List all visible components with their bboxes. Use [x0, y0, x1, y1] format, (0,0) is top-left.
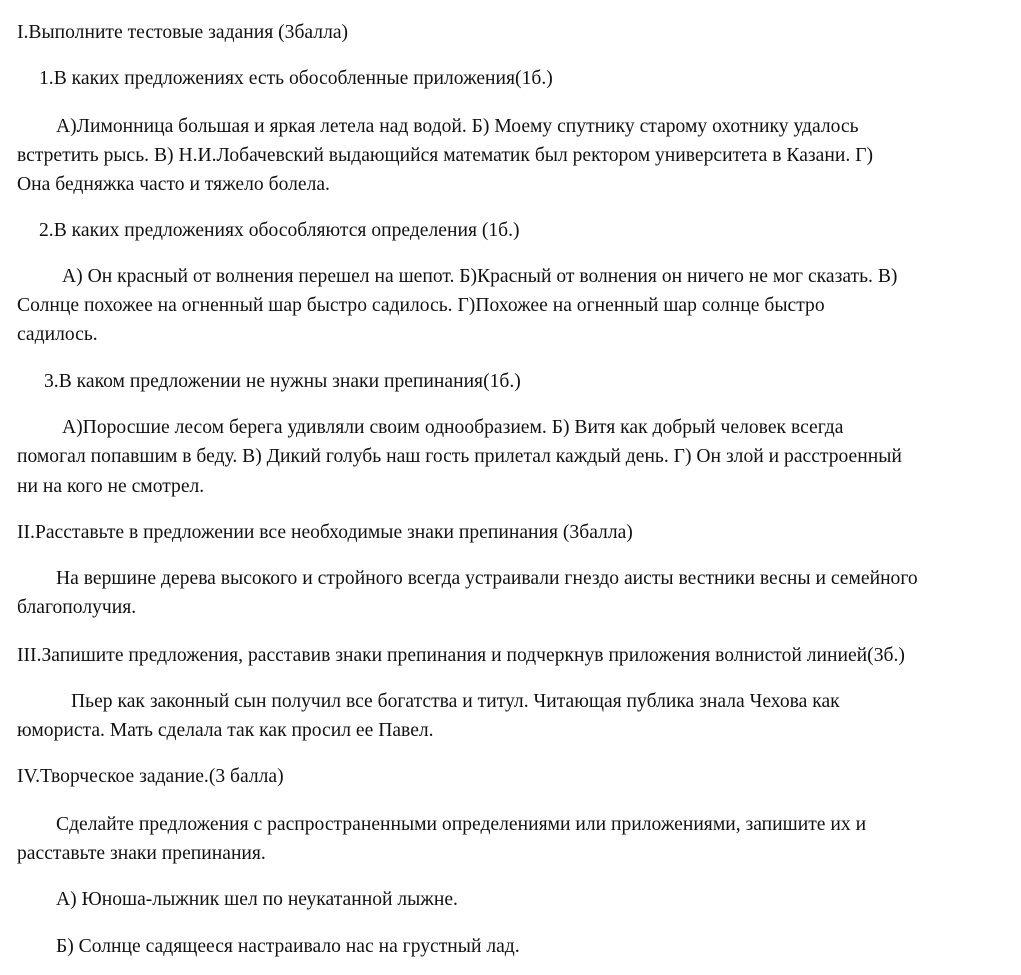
- section-4-heading: IV.Творческое задание.(3 балла): [17, 766, 284, 787]
- section-4-line-1: Сделайте предложения с распространенными определениями или приложениями, запишите их и: [56, 814, 867, 835]
- section-4-item-a: А) Юноша-лыжник шел по неукатанной лыжне.: [56, 889, 458, 910]
- section-4-item-b: Б) Солнце садящееся настраивало нас на грустный лад.: [56, 936, 520, 957]
- section-2-heading: II.Расставьте в предложении все необходимые знаки препинания (3балла): [17, 522, 633, 543]
- section-4-line-2: расставьте знаки препинания.: [17, 843, 266, 864]
- question-1-line-3: Она бедняжка часто и тяжело болела.: [17, 174, 330, 195]
- question-2-line-2: Солнце похожее на огненный шар быстро садилось. Г)Похожее на огненный шар солнце быстро: [17, 295, 825, 316]
- question-2-line-3: садилось.: [17, 324, 98, 345]
- question-1-line-1: А)Лимонница большая и яркая летела над водой. Б) Моему спутнику старому охотнику удалось: [56, 116, 859, 137]
- section-3-line-2: юмориста. Мать сделала так как просил ее Павел.: [17, 720, 434, 741]
- question-2-title: 2.В каких предложениях обособляются определения (1б.): [39, 220, 520, 241]
- question-2-line-1: А) Он красный от волнения перешел на шепот. Б)Красный от волнения он ничего не мог сказать. В): [62, 266, 898, 287]
- section-3-line-1: Пьер как законный сын получил все богатства и титул. Читающая публика знала Чехова как: [71, 691, 840, 712]
- question-1-title: 1.В каких предложениях есть обособленные приложения(1б.): [39, 68, 553, 89]
- section-2-line-2: благополучия.: [17, 597, 137, 618]
- section-3-heading: III.Запишите предложения, расставив знаки препинания и подчеркнув приложения волнистой линией(3б.): [17, 645, 905, 666]
- question-3-line-1: А)Поросшие лесом берега удивляли своим однообразием. Б) Витя как добрый человек всегда: [62, 417, 844, 438]
- question-3-line-2: помогал попавшим в беду. В) Дикий голубь наш гость прилетал каждый день. Г) Он злой и расстроенный: [17, 446, 902, 467]
- section-1-heading: I.Выполните тестовые задания (3балла): [17, 22, 349, 43]
- question-3-title: 3.В каком предложении не нужны знаки препинания(1б.): [44, 371, 521, 392]
- question-1-line-2: встретить рысь. В) Н.И.Лобачевский выдающийся математик был ректором университета в Казани. Г): [17, 145, 873, 166]
- question-3-line-3: ни на кого не смотрел.: [17, 476, 205, 497]
- section-2-line-1: На вершине дерева высокого и стройного всегда устраивали гнездо аисты вестники весны и семейного: [56, 568, 918, 589]
